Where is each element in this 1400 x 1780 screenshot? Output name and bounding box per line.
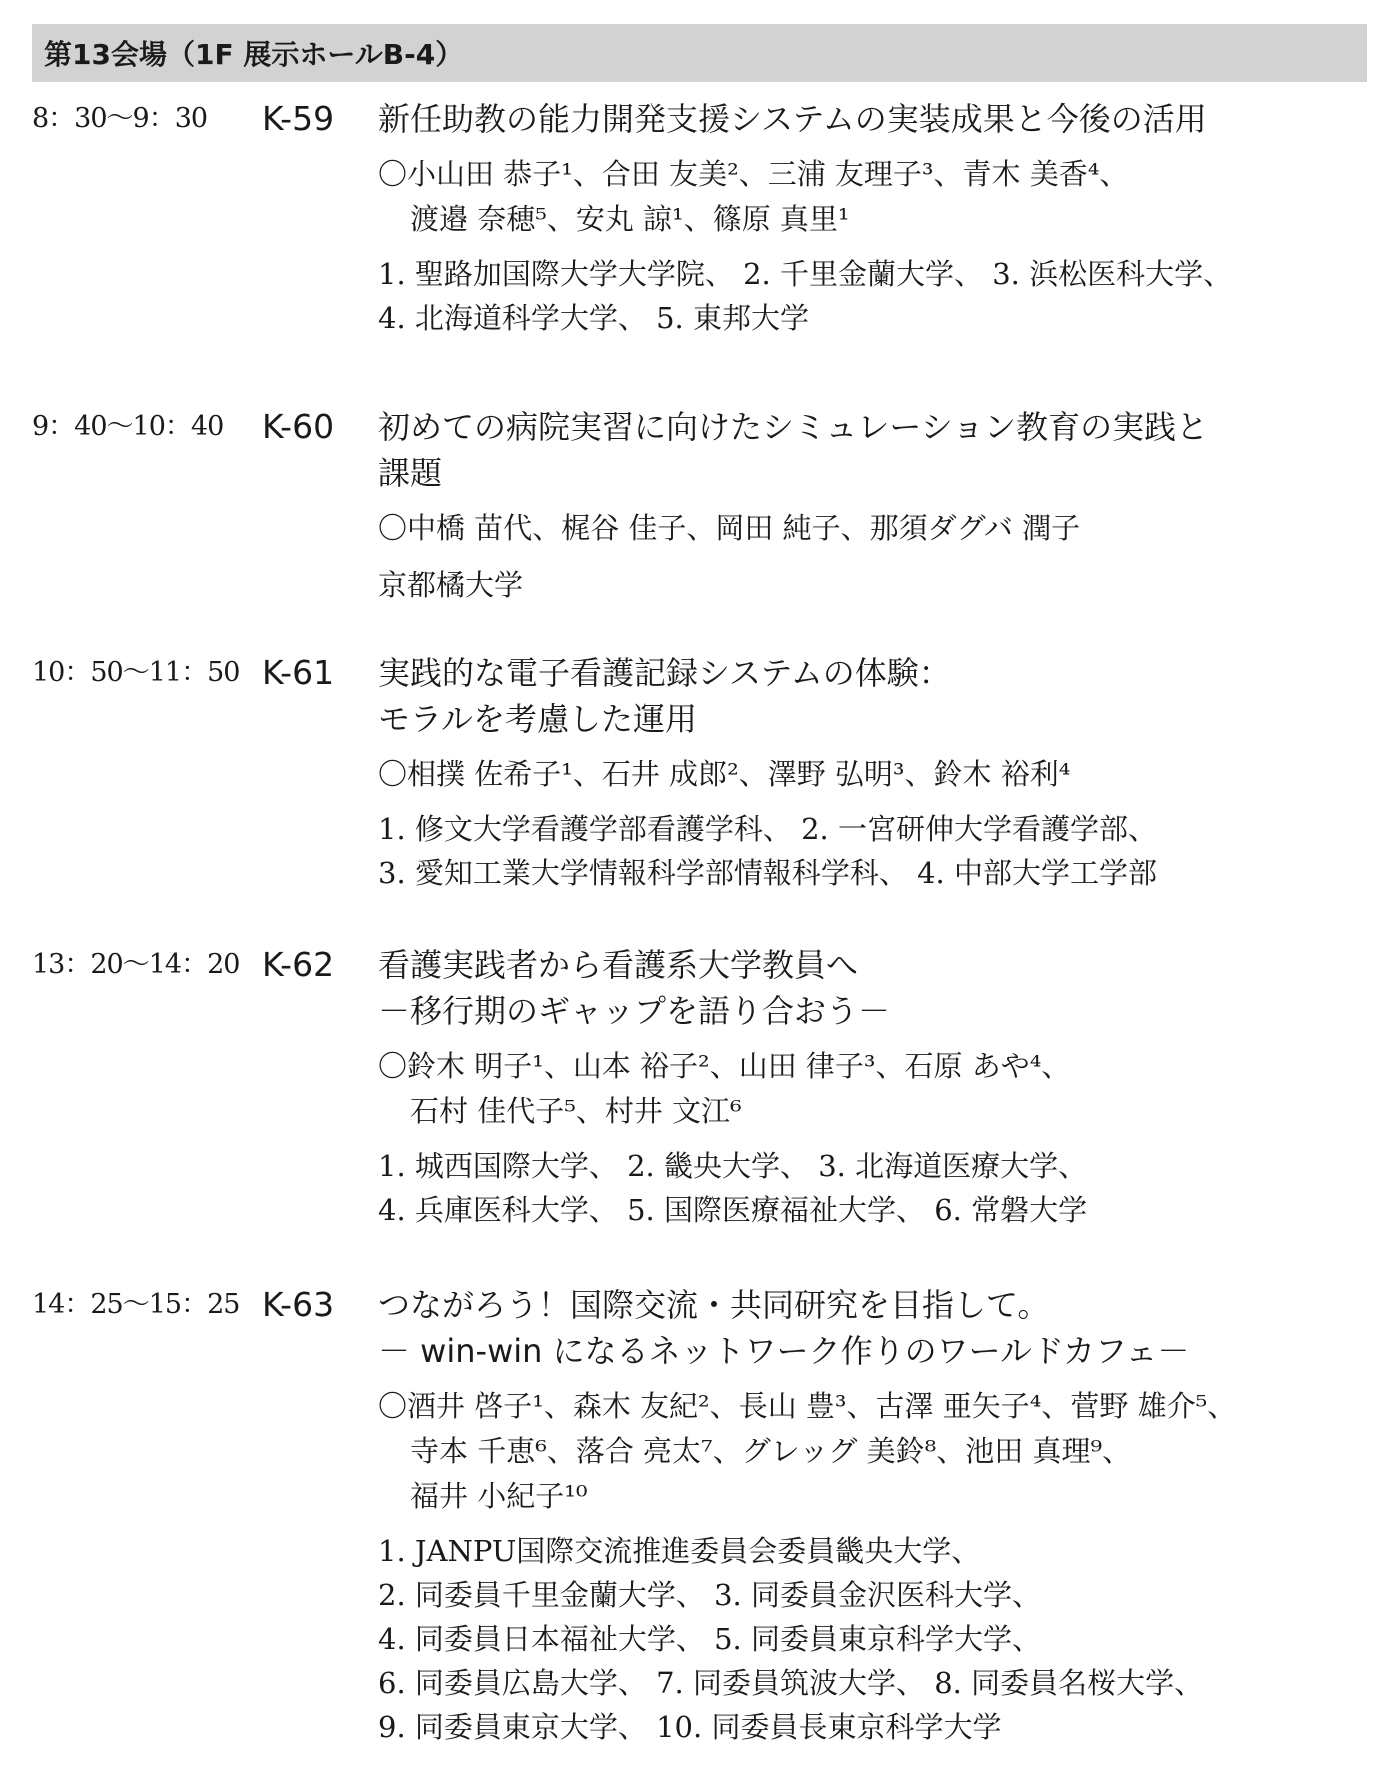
affiliation-line: 1. 城西国際大学、 2. 畿央大学、 3. 北海道医療大学、 [378, 1149, 1088, 1183]
session-code: K-61 [262, 653, 335, 692]
author-list [378, 152, 1368, 242]
affiliation-line: 6. 同委員広島大学、 7. 同委員筑波大学、 8. 同委員名桜大学、 [378, 1666, 1204, 1700]
session-title: 新任助教の能力開発支援システムの実装成果と今後の活用 [378, 100, 1207, 138]
author-line: 石村 佳代子⁵、村井 文江⁶ [410, 1094, 742, 1128]
author-line: 〇相撲 佐希子¹、石井 成郎²、澤野 弘明³、鈴木 裕利⁴ [378, 757, 1071, 791]
author-list [378, 1384, 1368, 1519]
affiliation-line: 9. 同委員東京大学、 10. 同委員長東京科学大学 [378, 1710, 1002, 1744]
session-time: 14：25～15：25 [32, 1289, 240, 1320]
author-line: 福井 小紀子¹⁰ [410, 1479, 588, 1513]
session-time: 8：30～9：30 [32, 103, 208, 134]
author-line: 寺本 千恵⁶、落合 亮太⁷、グレッグ 美鈴⁸、池田 真理⁹、 [410, 1434, 1132, 1468]
session-time: 10：50～11：50 [32, 657, 240, 688]
venue-title: 第13会場（1F 展示ホールB-4） [44, 38, 464, 71]
author-line: 〇中橋 苗代、梶谷 佳子、岡田 純子、那須ダグバ 潤子 [378, 511, 1081, 545]
session-content [378, 1282, 1368, 1749]
affiliation-list [378, 1144, 1368, 1232]
session-code: K-63 [262, 1285, 335, 1324]
affiliation-list [378, 563, 1368, 607]
session-code: K-60 [262, 407, 335, 446]
session-content [378, 96, 1368, 340]
session-content [378, 404, 1368, 607]
affiliation-line: 京都橘大学 [378, 568, 524, 602]
affiliation-list [378, 807, 1368, 895]
author-list [378, 752, 1368, 797]
affiliation-line: 1. JANPU国際交流推進委員会委員畿央大学、 [378, 1534, 981, 1568]
affiliation-line: 1. 聖路加国際大学大学院、 2. 千里金蘭大学、 3. 浜松医科大学、 [378, 257, 1233, 291]
author-line: 〇小山田 恭子¹、合田 友美²、三浦 友理子³、青木 美香⁴、 [378, 157, 1129, 191]
author-list [378, 1044, 1368, 1134]
author-list [378, 506, 1368, 551]
session-time: 13：20～14：20 [32, 949, 240, 980]
affiliation-line: 1. 修文大学看護学部看護学科、 2. 一宮研伸大学看護学部、 [378, 812, 1157, 846]
session-content [378, 650, 1368, 895]
author-line: 〇鈴木 明子¹、山本 裕子²、山田 律子³、石原 あや⁴、 [378, 1049, 1071, 1083]
affiliation-line: 4. 兵庫医科大学、 5. 国際医療福祉大学、 6. 常磐大学 [378, 1193, 1088, 1227]
affiliation-line: 2. 同委員千里金蘭大学、 3. 同委員金沢医科大学、 [378, 1578, 1041, 1612]
session-title: 課題 [378, 454, 443, 492]
session-title: つながろう！国際交流・共同研究を目指して。 [378, 1286, 1050, 1324]
venue-header [32, 24, 1367, 82]
affiliation-list [378, 252, 1368, 340]
session-code: K-62 [262, 945, 335, 984]
affiliation-line: 4. 北海道科学大学、 5. 東邦大学 [378, 301, 809, 335]
session-title: 実践的な電子看護記録システムの体験： [378, 654, 951, 692]
session-title: 初めての病院実習に向けたシミュレーション教育の実践と [378, 408, 1209, 446]
affiliation-line: 4. 同委員日本福祉大学、 5. 同委員東京科学大学、 [378, 1622, 1041, 1656]
session-code: K-59 [262, 99, 335, 138]
affiliation-line: 3. 愛知工業大学情報科学部情報科学科、 4. 中部大学工学部 [378, 856, 1157, 890]
author-line: 〇酒井 啓子¹、森木 友紀²、長山 豊³、古澤 亜矢子⁴、菅野 雄介⁵、 [378, 1389, 1237, 1423]
session-title: － win-win になるネットワーク作りのワールドカフェ－ [378, 1332, 1190, 1370]
session-content [378, 942, 1368, 1232]
author-line: 渡邉 奈穂⁵、安丸 諒¹、篠原 真里¹ [410, 202, 850, 236]
session-title: 看護実践者から看護系大学教員へ [378, 946, 859, 984]
session-title: －移行期のギャップを語り合おう－ [378, 992, 891, 1030]
affiliation-list [378, 1529, 1368, 1749]
session-time: 9：40～10：40 [32, 411, 224, 442]
session-title: モラルを考慮した運用 [378, 700, 698, 738]
